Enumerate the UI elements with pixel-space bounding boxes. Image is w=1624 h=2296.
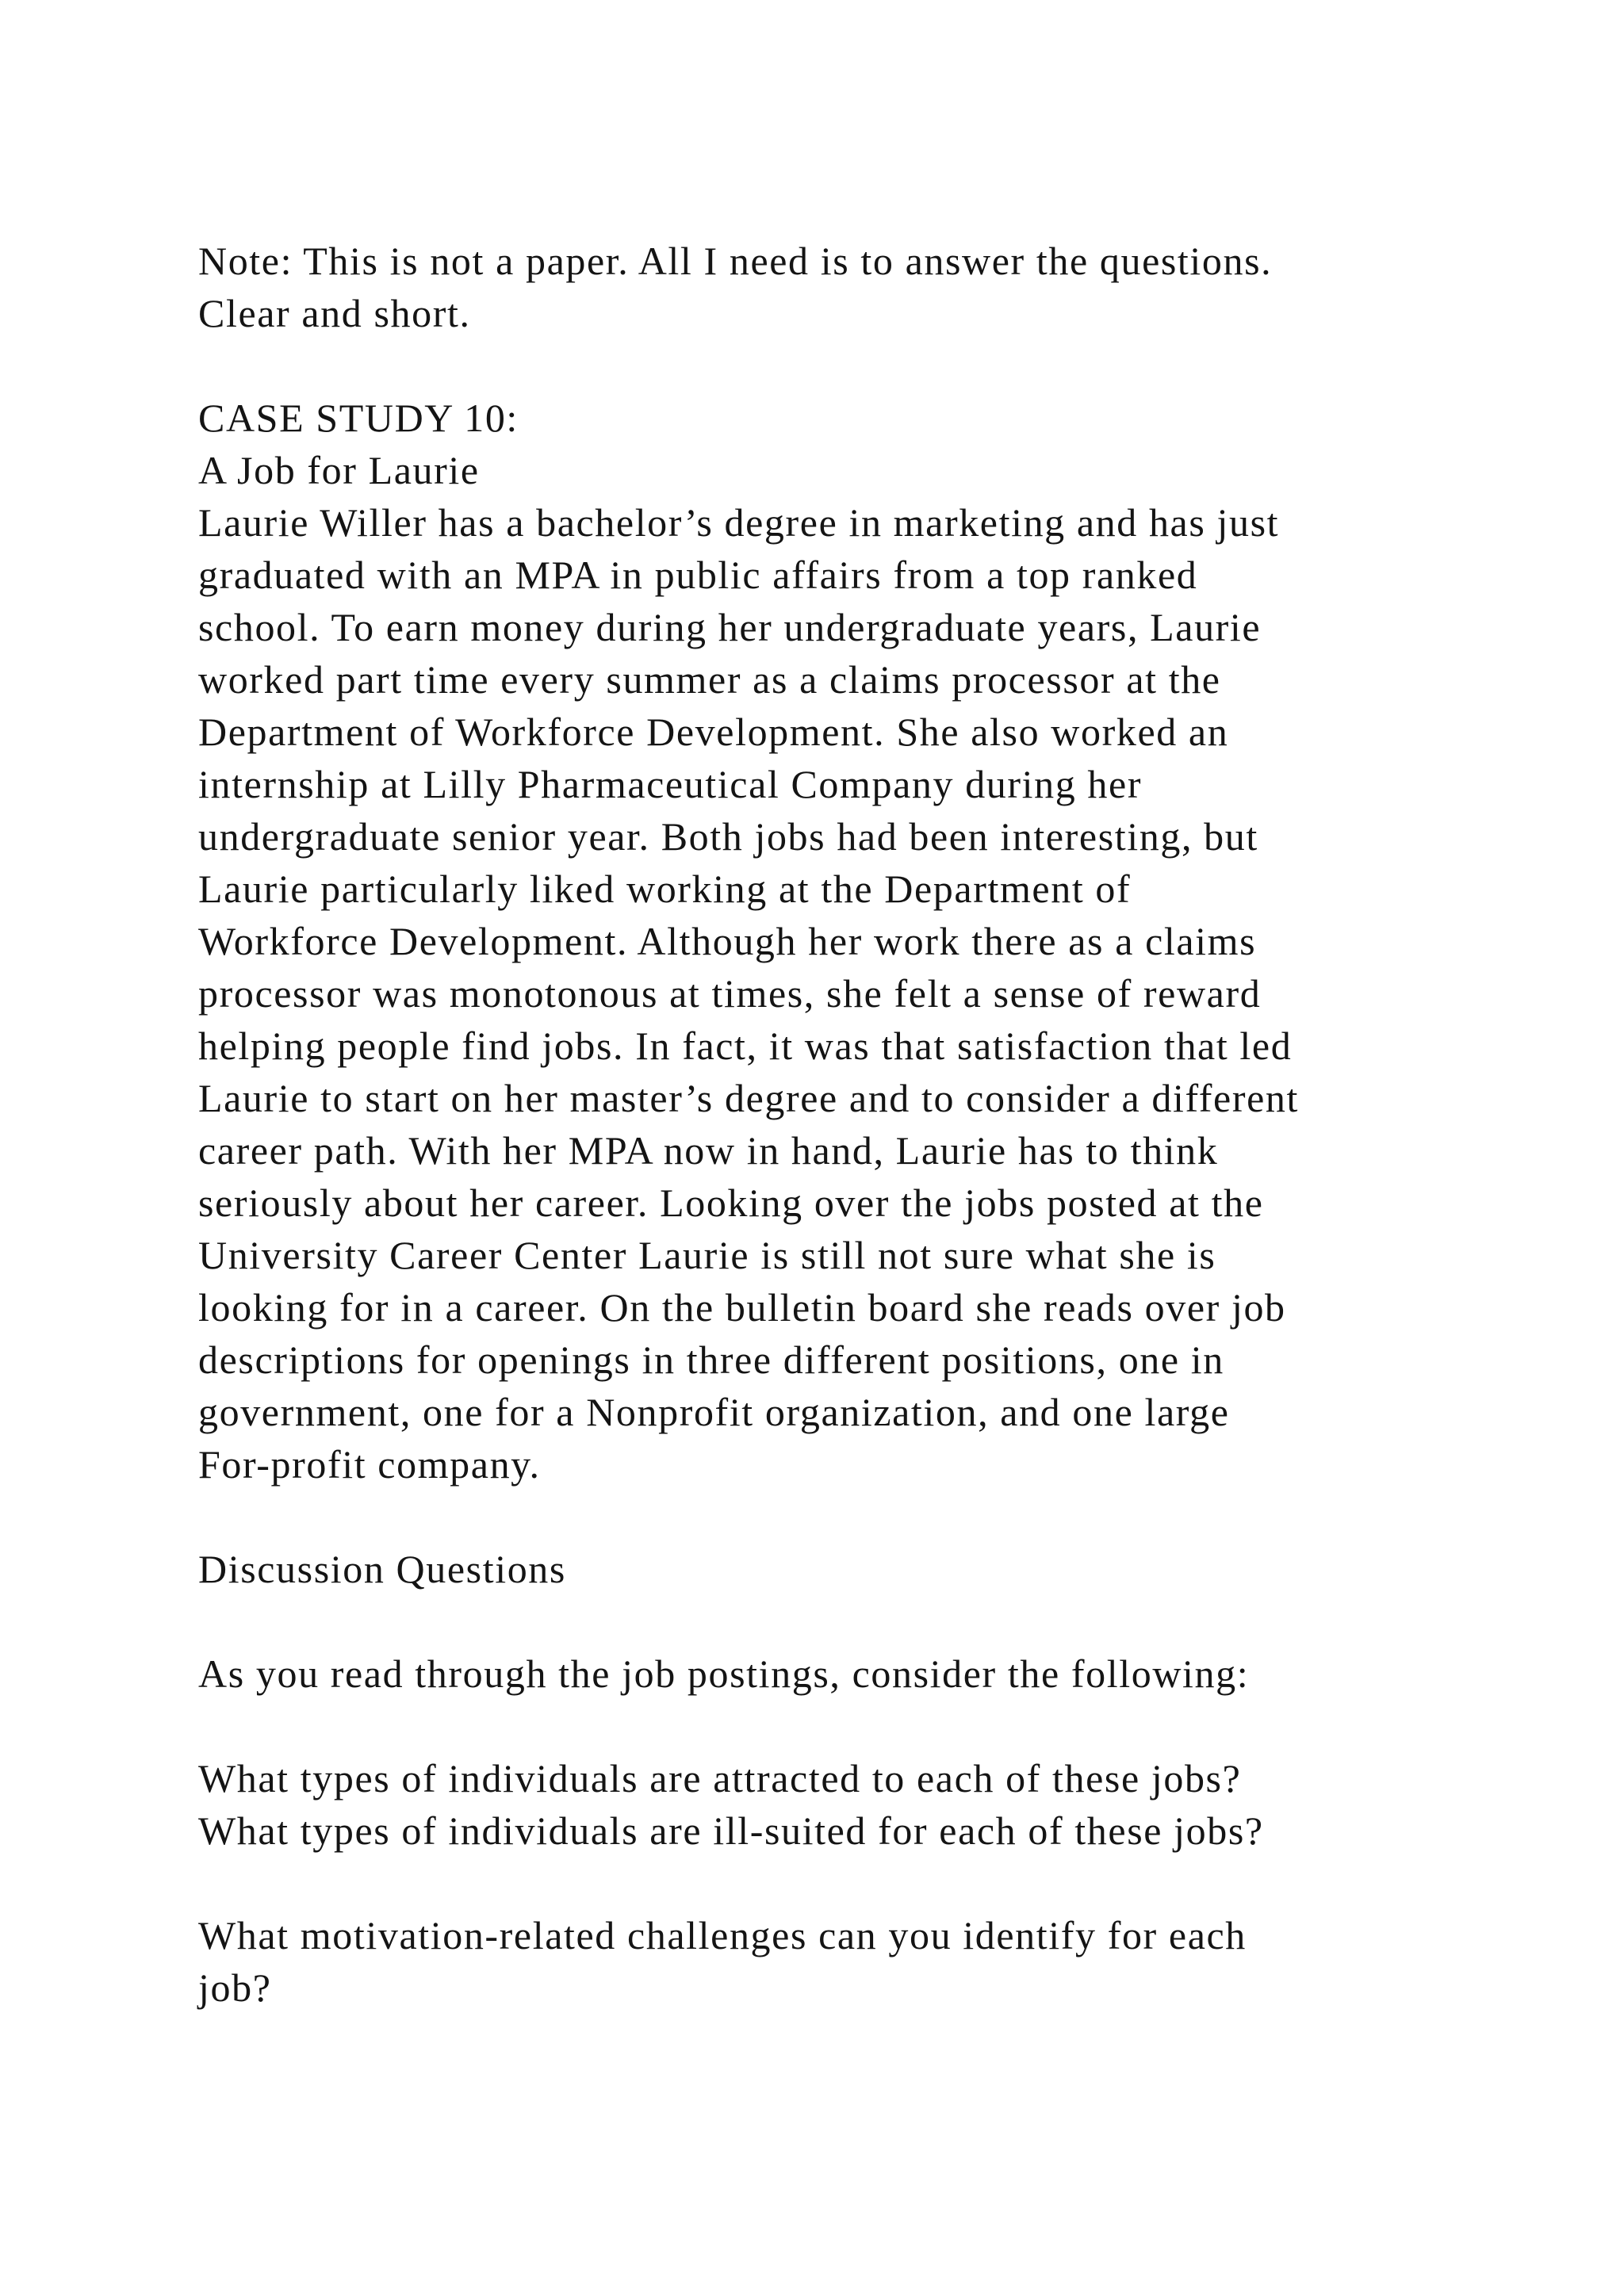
paragraph-spacer (198, 1595, 1515, 1647)
case-body-line: Workforce Development. Although her work there as a claims (198, 919, 1257, 963)
case-body-line: worked part time every summer as a claims processor at the (198, 657, 1221, 702)
case-body-line: Laurie Willer has a bachelor’s degree in marketing and has just (198, 500, 1280, 545)
question-line: What motivation-related challenges can you identify for each (198, 1913, 1247, 1957)
case-body-line: graduated with an MPA in public affairs from a top ranked (198, 553, 1198, 597)
case-body-line: undergraduate senior year. Both jobs had been interesting, but (198, 814, 1258, 859)
case-body-line: Department of Workforce Development. She also worked an (198, 710, 1229, 754)
paragraph-spacer (198, 1700, 1515, 1752)
question-line: job? (198, 1965, 272, 2010)
note-paragraph (198, 235, 1515, 339)
case-body-line: government, one for a Nonprofit organization, and one large (198, 1390, 1230, 1434)
case-body-line: looking for in a career. On the bulletin board she reads over job (198, 1285, 1286, 1330)
paragraph-spacer (198, 1490, 1515, 1543)
note-line: Note: This is not a paper. All I need is to answer the questions. (198, 239, 1273, 283)
question-line: What types of individuals are attracted to each of these jobs? (198, 1756, 1242, 1800)
question-block-1 (198, 1752, 1515, 1857)
discussion-heading: Discussion Questions (198, 1547, 566, 1591)
case-study-paragraph (198, 496, 1515, 1490)
case-study-section (198, 392, 1515, 1490)
question-line: What types of individuals are ill-suited for each of these jobs? (198, 1808, 1264, 1853)
discussion-intro: As you read through the job postings, consider the following: (198, 1651, 1250, 1696)
case-body-line: descriptions for openings in three different positions, one in (198, 1337, 1224, 1382)
case-study-title: A Job for Laurie (198, 448, 480, 492)
case-body-line: Laurie particularly liked working at the Department of (198, 867, 1132, 911)
note-line: Clear and short. (198, 291, 471, 335)
case-body-line: career path. With her MPA now in hand, Laurie has to think (198, 1128, 1219, 1173)
case-study-heading: CASE STUDY 10: (198, 396, 519, 440)
case-body-line: internship at Lilly Pharmaceutical Company during her (198, 762, 1143, 806)
case-body-line: Laurie to start on her master’s degree and to consider a different (198, 1076, 1299, 1120)
question-block-2 (198, 1909, 1515, 2014)
case-body-line: For-profit company. (198, 1442, 541, 1487)
case-body-line: processor was monotonous at times, she felt a sense of reward (198, 971, 1262, 1016)
case-body-line: seriously about her career. Looking over the jobs posted at the (198, 1181, 1264, 1225)
paragraph-spacer (198, 339, 1515, 392)
document-body (198, 235, 1515, 2014)
case-body-line: school. To earn money during her undergraduate years, Laurie (198, 605, 1262, 649)
paragraph-spacer (198, 1857, 1515, 1909)
case-body-line: helping people find jobs. In fact, it was that satisfaction that led (198, 1024, 1293, 1068)
case-body-line: University Career Center Laurie is still not sure what she is (198, 1233, 1216, 1277)
